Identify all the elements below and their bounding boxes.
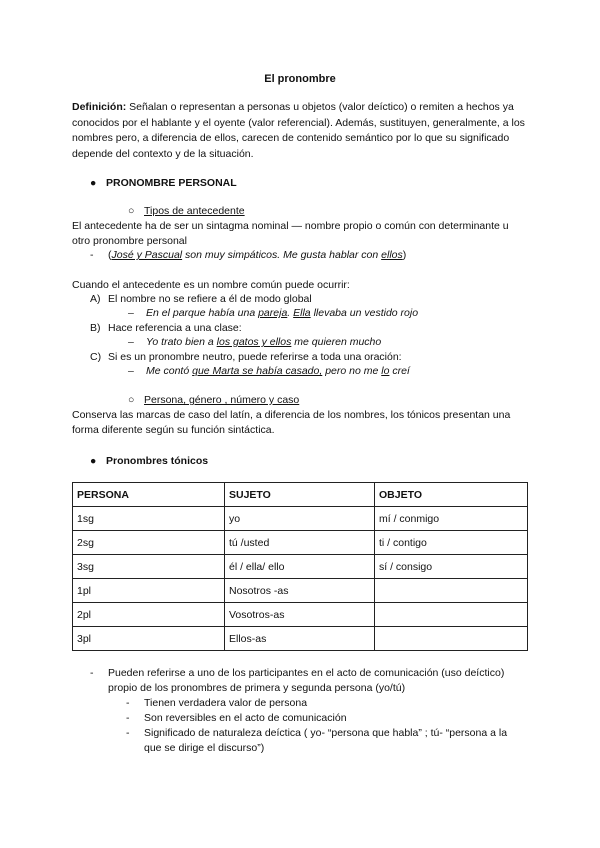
- cell-objeto: [375, 627, 528, 651]
- case-c-text: Si es un pronombre neutro, puede referirse a toda una oración:: [108, 351, 402, 363]
- list-item-text: Tienen verdadera valor de persona: [144, 697, 308, 709]
- table-row: [73, 555, 528, 579]
- cell-objeto: [375, 579, 528, 603]
- case-b-marker: B): [90, 322, 101, 334]
- dash-marker: -: [126, 712, 130, 724]
- cell-objeto: ti / contigo: [375, 531, 528, 555]
- case-c-ex-post: creí: [389, 365, 410, 377]
- subheading-persona-label: Persona, género , número y caso: [144, 394, 300, 406]
- dash-marker: –: [128, 365, 134, 377]
- notes-main-text: Pueden referirse a uno de los participantes en el acto de comunicación (uso deíctico) propio de los pronombres de primera y segunda persona (yo/tú): [108, 667, 505, 694]
- example-1: [90, 248, 406, 262]
- table-row: [73, 627, 528, 651]
- list-item: [126, 696, 526, 711]
- notes-list: [126, 696, 526, 756]
- definition-label: Definición:: [72, 101, 127, 113]
- case-a-marker: A): [90, 293, 101, 305]
- dash-marker: –: [128, 307, 134, 319]
- section-tonicos-title: Pronombres tónicos: [106, 455, 209, 467]
- cell-persona: 1pl: [73, 579, 225, 603]
- subheading-tipos-label: Tipos de antecedente: [144, 205, 245, 217]
- common-intro: Cuando el antecedente es un nombre común puede ocurrir:: [72, 279, 350, 291]
- case-b-text: Hace referencia a una clase:: [108, 322, 242, 334]
- case-b-ex-antecedent: los gatos y ellos: [216, 336, 292, 348]
- circle-bullet-icon: ○: [128, 205, 135, 217]
- case-paragraph: Conserva las marcas de caso del latín, a diferencia de los nombres, los tónicos presentan una forma diferente según su función sintáctica.: [72, 409, 511, 436]
- cell-persona: 2sg: [73, 531, 225, 555]
- circle-bullet-icon: ○: [128, 394, 135, 406]
- table-row: [73, 603, 528, 627]
- pronoun-table: [72, 482, 528, 651]
- cell-sujeto: él / ella/ ello: [225, 555, 375, 579]
- case-a-example: [128, 306, 418, 320]
- cell-objeto: [375, 603, 528, 627]
- case-a-text: El nombre no se refiere a él de modo global: [108, 293, 312, 305]
- bullet-icon: ●: [90, 177, 97, 189]
- list-item-text: Son reversibles en el acto de comunicación: [144, 712, 347, 724]
- table-row: [73, 579, 528, 603]
- dash-marker: -: [126, 697, 130, 709]
- header-sujeto: SUJETO: [225, 483, 375, 507]
- cell-sujeto: yo: [225, 507, 375, 531]
- header-objeto: OBJETO: [375, 483, 528, 507]
- case-c-ex-mid: pero no me: [322, 365, 382, 377]
- dash-marker: –: [128, 336, 134, 348]
- cell-sujeto: Vosotros-as: [225, 603, 375, 627]
- case-c: [90, 350, 402, 364]
- example-1-mid: son muy simpáticos. Me gusta hablar con: [182, 249, 382, 261]
- definition-paragraph: [72, 100, 528, 162]
- bullet-icon: ●: [90, 455, 97, 467]
- header-persona: PERSONA: [73, 483, 225, 507]
- dash-marker: -: [90, 249, 94, 261]
- case-b: [90, 321, 242, 335]
- case-a-ex-pronoun: Ella: [293, 307, 311, 319]
- dash-marker: -: [90, 667, 94, 679]
- section-personal-heading: [90, 176, 237, 190]
- case-c-ex-pre: Me contó: [146, 365, 193, 377]
- case-c-example: [128, 364, 410, 378]
- case-b-ex-post: me quieren mucho: [291, 336, 382, 348]
- section-personal-title: PRONOMBRE PERSONAL: [106, 177, 237, 189]
- example-1-close: ): [402, 249, 407, 261]
- definition-text: Señalan o representan a personas u objetos (valor deíctico) o remiten a hechos ya conocidos por el hablante y el oyente (valor referencial). Además, sustituyen, generalmente, a los nombres pero, a diferencia de ellos, carecen de contenido semántico por lo que su significado depende del contexto y de la situación.: [72, 101, 525, 160]
- cell-sujeto: Nosotros -as: [225, 579, 375, 603]
- page-title: El pronombre: [264, 73, 336, 85]
- cell-objeto: sí / consigo: [375, 555, 528, 579]
- notes-main: [90, 666, 530, 696]
- example-1-pronoun: ellos: [381, 249, 403, 261]
- cell-persona: 2pl: [73, 603, 225, 627]
- list-item: [126, 726, 526, 756]
- list-item: [126, 711, 526, 726]
- case-c-ex-antecedent: que Marta se había casado,: [192, 365, 323, 377]
- antecedent-paragraph: El antecedente ha de ser un sintagma nominal — nombre propio o común con determinante u otro pronombre personal: [72, 220, 509, 247]
- subheading-persona: [128, 393, 299, 407]
- cell-sujeto: tú /usted: [225, 531, 375, 555]
- table-row: [73, 531, 528, 555]
- case-a-ex-antecedent: pareja: [258, 307, 288, 319]
- table-header-row: [73, 483, 528, 507]
- case-b-ex-pre: Yo trato bien a: [146, 336, 217, 348]
- table-row: [73, 507, 528, 531]
- case-c-ex-pronoun: lo: [381, 365, 390, 377]
- cell-objeto: mí / conmigo: [375, 507, 528, 531]
- cell-sujeto: Ellos-as: [225, 627, 375, 651]
- section-tonicos-heading: [90, 454, 208, 468]
- example-1-antecedent: José y Pascual: [111, 249, 183, 261]
- cell-persona: 1sg: [73, 507, 225, 531]
- example-1-open: (: [108, 249, 112, 261]
- dash-marker: -: [126, 727, 130, 739]
- case-a-ex-mid: .: [287, 307, 294, 319]
- case-a: [90, 292, 312, 306]
- case-a-ex-post: llevaba un vestido rojo: [310, 307, 419, 319]
- list-item-text: Significado de naturaleza deíctica ( yo- “persona que habla” ; tú- “persona a la que se dirige el discurso”): [144, 727, 508, 754]
- cell-persona: 3sg: [73, 555, 225, 579]
- case-c-marker: C): [90, 351, 102, 363]
- subheading-tipos: [128, 204, 245, 218]
- case-b-example: [128, 335, 381, 349]
- cell-persona: 3pl: [73, 627, 225, 651]
- case-a-ex-pre: En el parque había una: [146, 307, 259, 319]
